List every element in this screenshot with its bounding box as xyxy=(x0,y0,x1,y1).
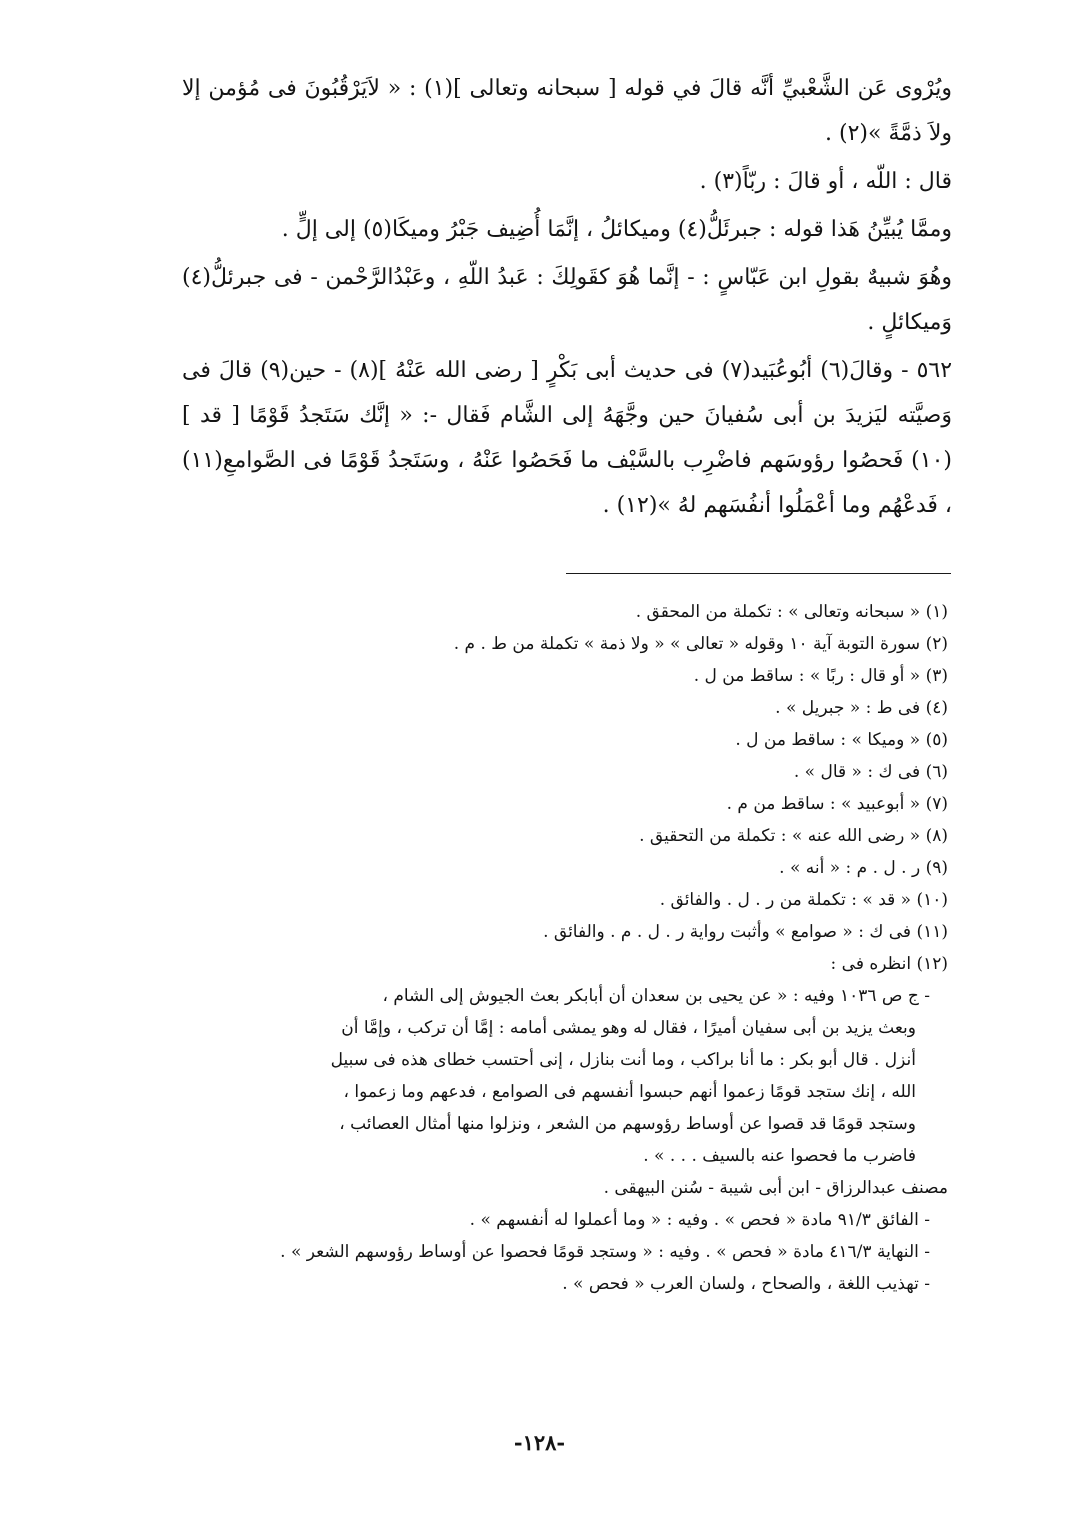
note12-source: مصنف عبدالرزاق - ابن أبى شيبة - سُنن البيهقى . xyxy=(603,1178,948,1198)
note12-source: - النهاية ٤١٦/٣ مادة « فحص » . وفيه : « وستجد قومًا فحصوا عن أوساط رؤوسهم الشعر » . xyxy=(280,1242,930,1262)
footnote-1: (١) « سبحانه وتعالى » : تكملة من المحقق . xyxy=(635,602,948,622)
footnote-2: (٢) سورة التوبة آية ١٠ وقوله « تعالى » « ولا ذمة » تكملة من ط . م . xyxy=(453,634,948,654)
note12-quote-line: فاضرب ما فحصوا عنه بالسيف . . . » . xyxy=(643,1146,916,1166)
footnotes xyxy=(188,596,952,1300)
page-number: -١٢٨- xyxy=(513,1430,566,1455)
paragraph-allah-rabb: قال : اللّه ، أو قالَ : ربّاً(٣) . xyxy=(699,169,952,194)
main-text xyxy=(182,66,952,531)
paragraph-shabi-quote: ويُرْوى عَن الشَّعْبيِّ أنَّه قالَ في قوله [ سبحانه وتعالى ](١) : « لاَيَرْقُبُونَ فى مُؤمن إلا ولاَ ذمَّةً »(٢) . xyxy=(182,76,953,146)
footnote-3: (٣) « أو قال : ربًا » : ساقط من ل . xyxy=(693,666,948,686)
footnote-4: (٤) فى ط : « جبريل » . xyxy=(775,698,948,718)
note12-quote-line: الله ، إنك ستجد قومًا زعموا أنهم حبسوا أنفسهم فى الصوامع ، فدعهم وما زعموا ، xyxy=(343,1082,916,1102)
note12-quote-line: وستجد قومًا قد قصوا عن أوساط رؤوسهم من الشعر ، ونزلوا منها أمثال العصائب ، xyxy=(339,1114,916,1134)
footnote-5: (٥) « وميكا » : ساقط من ل . xyxy=(735,730,948,750)
footnote-7: (٧) « أبوعبيد » : ساقط من م . xyxy=(726,794,948,814)
footnote-6: (٦) فى ك : « قال » . xyxy=(793,762,948,782)
note12-source: - الفائق ٩١/٣ مادة « فحص » . وفيه : « وما أعملوا له أنفسهم » . xyxy=(469,1210,930,1230)
footnote-11: (١١) فى ك : « صوامع » وأثبت رواية ر . ل . م . والفائق . xyxy=(543,922,948,942)
paragraph-jibrail: وممَّا يُبيِّنُ هَذا قوله : جبرئَلُّ(٤) وميكائلُ ، إنَّمَا أُضِيف جَبْرُ وميكَا(٥) إلى إلٍّ . xyxy=(281,217,952,242)
footnote-8: (٨) « رضى الله عنه » : تكملة من التحقيق . xyxy=(639,826,948,846)
footnote-divider xyxy=(566,573,951,574)
note12-quote-line: وبعث يزيد بن أبى سفيان أميرًا ، فقال له وهو يمشى أمامه : إمَّا أن تركب ، وإمَّا أن xyxy=(341,1018,916,1038)
note12-quote-line: أنزل . قال أبو بكر : ما أنا براكب ، وما أنت بنازل ، إنى أحتسب خطاى هذه فى سبيل xyxy=(330,1050,916,1070)
note12-quote-line: - ج ص ١٠٣٦ وفيه : « عن يحيى بن سعدان أن أبابكر بعث الجيوش إلى الشام ، xyxy=(382,986,930,1006)
paragraph-562-abu-ubaid: ٥٦٢ - وقالَ(٦) أبُوعُبَيد(٧) فى حديث أبى بَكْرٍ [ رضى الله عَنْهُ ](٨) - حين(٩) قالَ فى وَصيَّته ليَزيدَ بن أبى سُفيانَ حين وجَّهَهُ إلى الشَّام فَقال -: « إنَّك سَتَجدُ قَوْمًا [ قد ](١٠) فَحصُوا رؤوسَهم فاضْرِب بالسَّيْف ما فَحَصُوا عَنْهُ ، وسَتَجدُ قَوْمًا فى الصَّوامعِ(١١) ، فَدعْهُم وما أعْمَلُوا أنفُسَهم لهُ »(١٢) . xyxy=(182,358,953,518)
footnote-9: (٩) ر . ل . م : « أنه » . xyxy=(779,858,948,878)
footnote-12: (١٢) انظره فى : xyxy=(830,954,948,974)
paragraph-ibn-abbas: وهُوَ شبيهٌ بقولِ ابن عَبّاسٍ : - إنَّما هُوَ كقَولِكَ : عَبدُ اللّهِ ، وعَبْدُالرَّحْمن - فى جبرئلُّ(٤) وَميكائلٍ . xyxy=(182,265,952,335)
footnote-10: (١٠) « قد » : تكملة من ر . ل . والفائق . xyxy=(659,890,948,910)
note12-source: - تهذيب اللغة ، والصحاح ، ولسان العرب « فحص » . xyxy=(562,1274,930,1294)
